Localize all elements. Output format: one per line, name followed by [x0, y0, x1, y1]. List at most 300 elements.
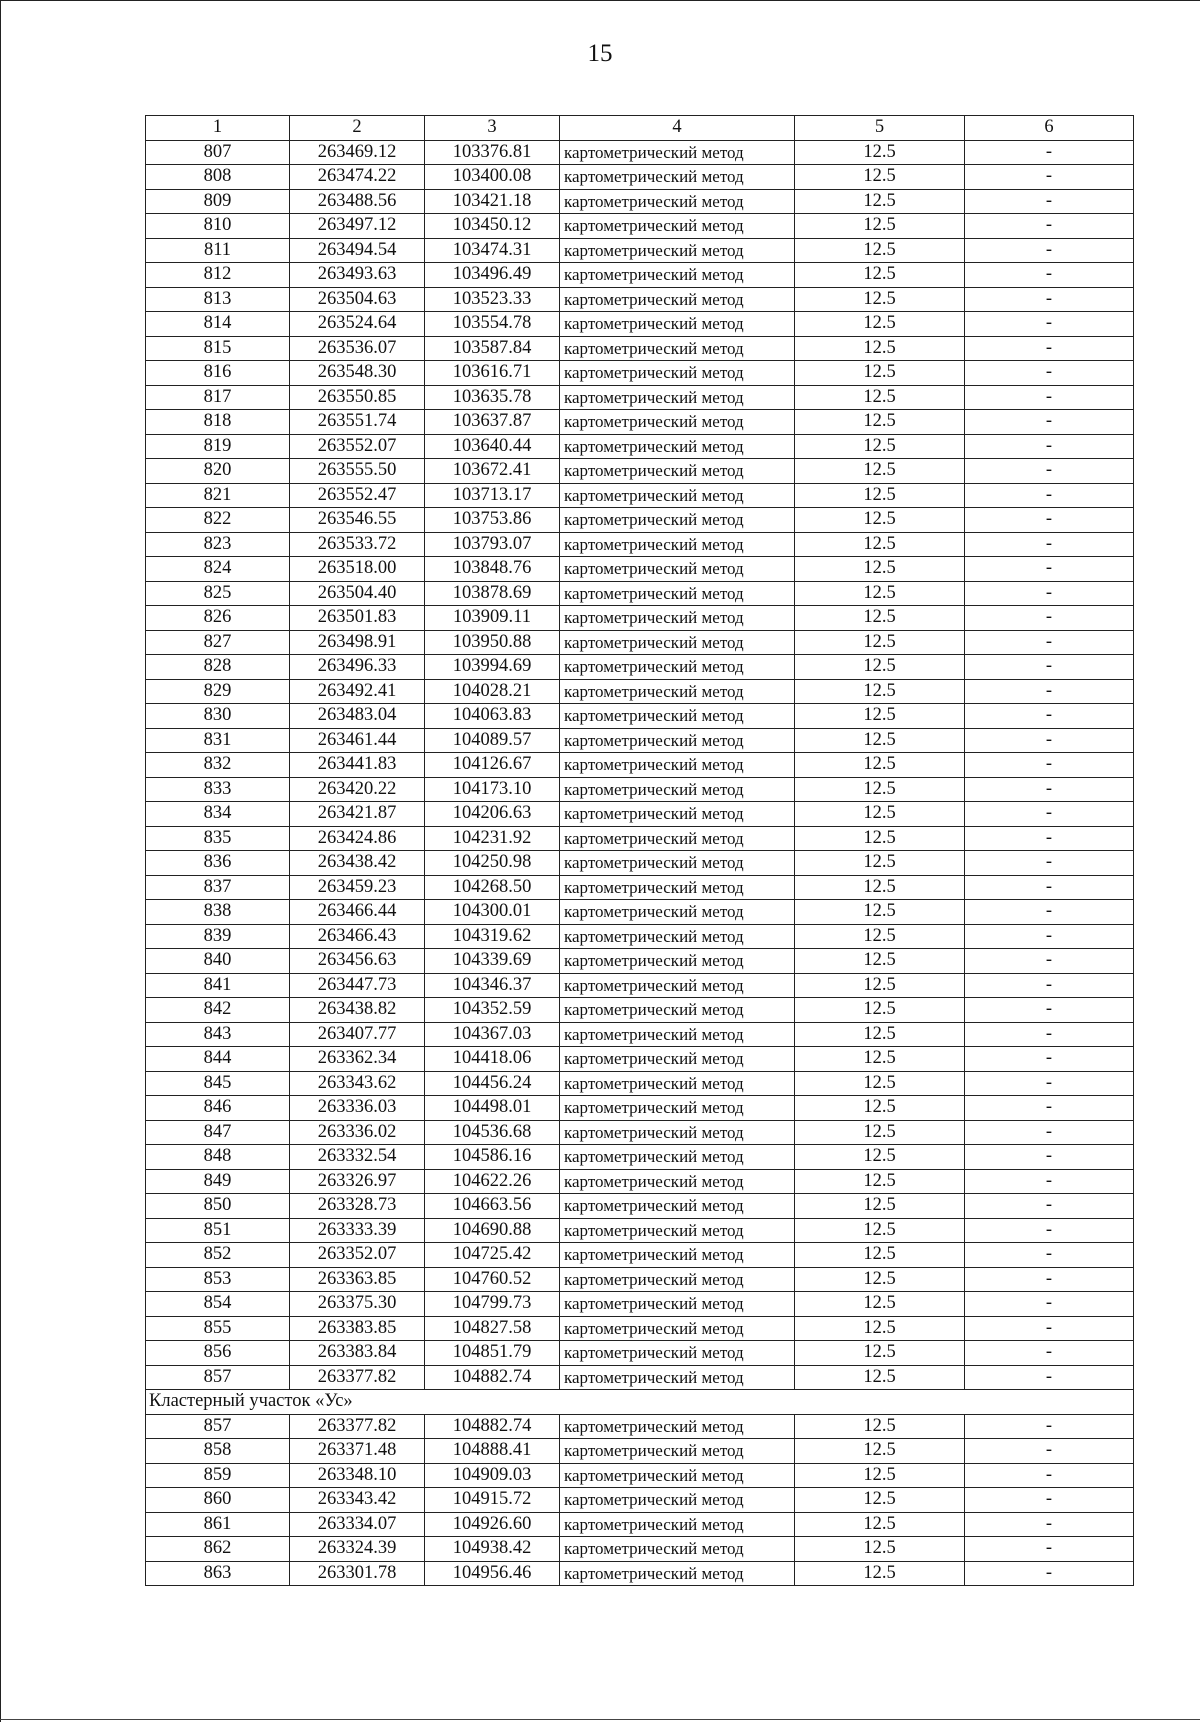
- method-cell: картометрический метод: [560, 1439, 795, 1464]
- coord-x-cell: 263497.12: [290, 214, 425, 239]
- accuracy-cell: 12.5: [795, 385, 965, 410]
- accuracy-cell: 12.5: [795, 753, 965, 778]
- point-number-cell: 851: [146, 1218, 290, 1243]
- coord-y-cell: 104300.01: [425, 900, 560, 925]
- note-cell: -: [965, 851, 1134, 876]
- table-row: [146, 826, 1134, 851]
- note-cell: -: [965, 1537, 1134, 1562]
- table-row: [146, 189, 1134, 214]
- accuracy-cell: 12.5: [795, 189, 965, 214]
- coord-x-cell: 263326.97: [290, 1169, 425, 1194]
- method-cell: картометрический метод: [560, 851, 795, 876]
- coord-y-cell: 104063.83: [425, 704, 560, 729]
- coord-x-cell: 263466.43: [290, 924, 425, 949]
- coord-x-cell: 263383.85: [290, 1316, 425, 1341]
- table-row: [146, 679, 1134, 704]
- table-row: [146, 998, 1134, 1023]
- point-number-cell: 857: [146, 1414, 290, 1439]
- coord-y-cell: 104536.68: [425, 1120, 560, 1145]
- point-number-cell: 860: [146, 1488, 290, 1513]
- accuracy-cell: 12.5: [795, 581, 965, 606]
- accuracy-cell: 12.5: [795, 1488, 965, 1513]
- point-number-cell: 810: [146, 214, 290, 239]
- method-cell: картометрический метод: [560, 998, 795, 1023]
- point-number-cell: 825: [146, 581, 290, 606]
- method-cell: картометрический метод: [560, 973, 795, 998]
- coord-y-cell: 103635.78: [425, 385, 560, 410]
- coord-y-cell: 103950.88: [425, 630, 560, 655]
- table-header-row: [146, 116, 1134, 141]
- coord-x-cell: 263518.00: [290, 557, 425, 582]
- coord-x-cell: 263424.86: [290, 826, 425, 851]
- accuracy-cell: 12.5: [795, 630, 965, 655]
- method-cell: картометрический метод: [560, 630, 795, 655]
- method-cell: картометрический метод: [560, 777, 795, 802]
- coord-x-cell: 263552.07: [290, 434, 425, 459]
- note-cell: -: [965, 238, 1134, 263]
- method-cell: картометрический метод: [560, 1414, 795, 1439]
- method-cell: картометрический метод: [560, 336, 795, 361]
- coord-x-cell: 263352.07: [290, 1243, 425, 1268]
- table-row: [146, 1194, 1134, 1219]
- accuracy-cell: 12.5: [795, 1537, 965, 1562]
- coord-y-cell: 104339.69: [425, 949, 560, 974]
- coord-y-cell: 103474.31: [425, 238, 560, 263]
- note-cell: -: [965, 1169, 1134, 1194]
- coord-y-cell: 104888.41: [425, 1439, 560, 1464]
- table-row: [146, 165, 1134, 190]
- method-cell: картометрический метод: [560, 1488, 795, 1513]
- table-row: [146, 777, 1134, 802]
- coord-y-cell: 104915.72: [425, 1488, 560, 1513]
- coord-y-cell: 103713.17: [425, 483, 560, 508]
- accuracy-cell: 12.5: [795, 312, 965, 337]
- point-number-cell: 841: [146, 973, 290, 998]
- point-number-cell: 832: [146, 753, 290, 778]
- coordinates-table: [145, 115, 1134, 1586]
- table-row: [146, 1414, 1134, 1439]
- coord-y-cell: 104909.03: [425, 1463, 560, 1488]
- method-cell: картометрический метод: [560, 238, 795, 263]
- accuracy-cell: 12.5: [795, 973, 965, 998]
- coord-x-cell: 263324.39: [290, 1537, 425, 1562]
- point-number-cell: 836: [146, 851, 290, 876]
- coord-y-cell: 104231.92: [425, 826, 560, 851]
- point-number-cell: 820: [146, 459, 290, 484]
- note-cell: -: [965, 1463, 1134, 1488]
- coord-x-cell: 263301.78: [290, 1561, 425, 1586]
- accuracy-cell: 12.5: [795, 434, 965, 459]
- coord-y-cell: 103909.11: [425, 606, 560, 631]
- point-number-cell: 850: [146, 1194, 290, 1219]
- point-number-cell: 833: [146, 777, 290, 802]
- accuracy-cell: 12.5: [795, 165, 965, 190]
- section-row: [146, 1390, 1134, 1415]
- coord-y-cell: 103421.18: [425, 189, 560, 214]
- method-cell: картометрический метод: [560, 1292, 795, 1317]
- table-row: [146, 606, 1134, 631]
- coord-x-cell: 263469.12: [290, 140, 425, 165]
- note-cell: -: [965, 165, 1134, 190]
- method-cell: картометрический метод: [560, 410, 795, 435]
- note-cell: -: [965, 581, 1134, 606]
- note-cell: -: [965, 459, 1134, 484]
- accuracy-cell: 12.5: [795, 459, 965, 484]
- point-number-cell: 829: [146, 679, 290, 704]
- note-cell: -: [965, 679, 1134, 704]
- coord-y-cell: 104126.67: [425, 753, 560, 778]
- note-cell: -: [965, 606, 1134, 631]
- accuracy-cell: 12.5: [795, 361, 965, 386]
- point-number-cell: 852: [146, 1243, 290, 1268]
- coord-x-cell: 263438.42: [290, 851, 425, 876]
- coord-x-cell: 263459.23: [290, 875, 425, 900]
- accuracy-cell: 12.5: [795, 1512, 965, 1537]
- accuracy-cell: 12.5: [795, 1267, 965, 1292]
- note-cell: -: [965, 728, 1134, 753]
- table-row: [146, 557, 1134, 582]
- accuracy-cell: 12.5: [795, 728, 965, 753]
- coord-x-cell: 263555.50: [290, 459, 425, 484]
- table-row: [146, 483, 1134, 508]
- table-row: [146, 1169, 1134, 1194]
- table-row: [146, 949, 1134, 974]
- note-cell: -: [965, 532, 1134, 557]
- coord-x-cell: 263546.55: [290, 508, 425, 533]
- point-number-cell: 861: [146, 1512, 290, 1537]
- coord-y-cell: 104851.79: [425, 1341, 560, 1366]
- method-cell: картометрический метод: [560, 1316, 795, 1341]
- coord-x-cell: 263501.83: [290, 606, 425, 631]
- method-cell: картометрический метод: [560, 728, 795, 753]
- table-row: [146, 410, 1134, 435]
- accuracy-cell: 12.5: [795, 875, 965, 900]
- note-cell: -: [965, 1341, 1134, 1366]
- coord-y-cell: 103616.71: [425, 361, 560, 386]
- note-cell: -: [965, 1047, 1134, 1072]
- accuracy-cell: 12.5: [795, 1341, 965, 1366]
- coord-y-cell: 103793.07: [425, 532, 560, 557]
- point-number-cell: 846: [146, 1096, 290, 1121]
- accuracy-cell: 12.5: [795, 1316, 965, 1341]
- method-cell: картометрический метод: [560, 581, 795, 606]
- point-number-cell: 848: [146, 1145, 290, 1170]
- coord-y-cell: 103587.84: [425, 336, 560, 361]
- table-row: [146, 214, 1134, 239]
- method-cell: картометрический метод: [560, 900, 795, 925]
- table-row: [146, 1292, 1134, 1317]
- note-cell: -: [965, 1439, 1134, 1464]
- column-header-4: 4: [560, 116, 795, 141]
- note-cell: -: [965, 1512, 1134, 1537]
- coord-y-cell: 104456.24: [425, 1071, 560, 1096]
- method-cell: картометрический метод: [560, 1561, 795, 1586]
- point-number-cell: 854: [146, 1292, 290, 1317]
- coord-y-cell: 104725.42: [425, 1243, 560, 1268]
- coord-x-cell: 263375.30: [290, 1292, 425, 1317]
- table-row: [146, 753, 1134, 778]
- accuracy-cell: 12.5: [795, 1071, 965, 1096]
- table-row: [146, 336, 1134, 361]
- method-cell: картометрический метод: [560, 655, 795, 680]
- note-cell: -: [965, 1292, 1134, 1317]
- note-cell: -: [965, 483, 1134, 508]
- coord-y-cell: 104882.74: [425, 1414, 560, 1439]
- note-cell: -: [965, 1194, 1134, 1219]
- method-cell: картометрический метод: [560, 1243, 795, 1268]
- coord-x-cell: 263550.85: [290, 385, 425, 410]
- coord-x-cell: 263328.73: [290, 1194, 425, 1219]
- accuracy-cell: 12.5: [795, 1145, 965, 1170]
- note-cell: -: [965, 287, 1134, 312]
- method-cell: картометрический метод: [560, 287, 795, 312]
- table-row: [146, 263, 1134, 288]
- coord-x-cell: 263343.42: [290, 1488, 425, 1513]
- note-cell: -: [965, 410, 1134, 435]
- accuracy-cell: 12.5: [795, 214, 965, 239]
- coord-y-cell: 103637.87: [425, 410, 560, 435]
- point-number-cell: 830: [146, 704, 290, 729]
- point-number-cell: 859: [146, 1463, 290, 1488]
- note-cell: -: [965, 777, 1134, 802]
- point-number-cell: 815: [146, 336, 290, 361]
- coord-x-cell: 263456.63: [290, 949, 425, 974]
- coord-y-cell: 104028.21: [425, 679, 560, 704]
- coord-x-cell: 263333.39: [290, 1218, 425, 1243]
- point-number-cell: 845: [146, 1071, 290, 1096]
- method-cell: картометрический метод: [560, 1047, 795, 1072]
- coord-y-cell: 103376.81: [425, 140, 560, 165]
- table-row: [146, 728, 1134, 753]
- table-row: [146, 655, 1134, 680]
- point-number-cell: 809: [146, 189, 290, 214]
- method-cell: картометрический метод: [560, 1537, 795, 1562]
- coord-x-cell: 263441.83: [290, 753, 425, 778]
- coord-x-cell: 263383.84: [290, 1341, 425, 1366]
- accuracy-cell: 12.5: [795, 1120, 965, 1145]
- coord-x-cell: 263420.22: [290, 777, 425, 802]
- coord-x-cell: 263552.47: [290, 483, 425, 508]
- method-cell: картометрический метод: [560, 189, 795, 214]
- coord-x-cell: 263533.72: [290, 532, 425, 557]
- note-cell: -: [965, 1488, 1134, 1513]
- note-cell: -: [965, 1120, 1134, 1145]
- note-cell: -: [965, 1096, 1134, 1121]
- method-cell: картометрический метод: [560, 1365, 795, 1390]
- coord-y-cell: 104250.98: [425, 851, 560, 876]
- note-cell: -: [965, 361, 1134, 386]
- note-cell: -: [965, 189, 1134, 214]
- accuracy-cell: 12.5: [795, 532, 965, 557]
- method-cell: картометрический метод: [560, 165, 795, 190]
- note-cell: -: [965, 1243, 1134, 1268]
- note-cell: -: [965, 1316, 1134, 1341]
- method-cell: картометрический метод: [560, 1169, 795, 1194]
- page-border-top: [0, 0, 1200, 1]
- accuracy-cell: 12.5: [795, 655, 965, 680]
- point-number-cell: 847: [146, 1120, 290, 1145]
- note-cell: -: [965, 949, 1134, 974]
- note-cell: -: [965, 1561, 1134, 1586]
- table-row: [146, 1341, 1134, 1366]
- table-row: [146, 1439, 1134, 1464]
- note-cell: -: [965, 826, 1134, 851]
- method-cell: картометрический метод: [560, 753, 795, 778]
- coord-y-cell: 103994.69: [425, 655, 560, 680]
- coord-x-cell: 263493.63: [290, 263, 425, 288]
- method-cell: картометрический метод: [560, 508, 795, 533]
- table-row: [146, 1243, 1134, 1268]
- coord-x-cell: 263466.44: [290, 900, 425, 925]
- point-number-cell: 811: [146, 238, 290, 263]
- accuracy-cell: 12.5: [795, 826, 965, 851]
- coord-x-cell: 263407.77: [290, 1022, 425, 1047]
- table-row: [146, 1096, 1134, 1121]
- point-number-cell: 842: [146, 998, 290, 1023]
- coord-x-cell: 263551.74: [290, 410, 425, 435]
- table-row: [146, 973, 1134, 998]
- method-cell: картометрический метод: [560, 557, 795, 582]
- method-cell: картометрический метод: [560, 532, 795, 557]
- point-number-cell: 843: [146, 1022, 290, 1047]
- table-row: [146, 630, 1134, 655]
- point-number-cell: 821: [146, 483, 290, 508]
- accuracy-cell: 12.5: [795, 1463, 965, 1488]
- point-number-cell: 839: [146, 924, 290, 949]
- table-row: [146, 140, 1134, 165]
- accuracy-cell: 12.5: [795, 949, 965, 974]
- accuracy-cell: 12.5: [795, 1218, 965, 1243]
- method-cell: картометрический метод: [560, 214, 795, 239]
- coord-y-cell: 104367.03: [425, 1022, 560, 1047]
- point-number-cell: 853: [146, 1267, 290, 1292]
- method-cell: картометрический метод: [560, 1341, 795, 1366]
- method-cell: картометрический метод: [560, 312, 795, 337]
- coord-x-cell: 263377.82: [290, 1414, 425, 1439]
- method-cell: картометрический метод: [560, 263, 795, 288]
- accuracy-cell: 12.5: [795, 900, 965, 925]
- method-cell: картометрический метод: [560, 1512, 795, 1537]
- note-cell: -: [965, 263, 1134, 288]
- point-number-cell: 844: [146, 1047, 290, 1072]
- method-cell: картометрический метод: [560, 459, 795, 484]
- coord-y-cell: 103554.78: [425, 312, 560, 337]
- table-row: [146, 1145, 1134, 1170]
- coord-y-cell: 103753.86: [425, 508, 560, 533]
- coord-x-cell: 263348.10: [290, 1463, 425, 1488]
- point-number-cell: 823: [146, 532, 290, 557]
- coord-x-cell: 263362.34: [290, 1047, 425, 1072]
- method-cell: картометрический метод: [560, 1022, 795, 1047]
- coord-x-cell: 263343.62: [290, 1071, 425, 1096]
- accuracy-cell: 12.5: [795, 606, 965, 631]
- point-number-cell: 824: [146, 557, 290, 582]
- table-row: [146, 875, 1134, 900]
- coord-x-cell: 263377.82: [290, 1365, 425, 1390]
- coord-y-cell: 104799.73: [425, 1292, 560, 1317]
- coord-y-cell: 103878.69: [425, 581, 560, 606]
- table-row: [146, 1120, 1134, 1145]
- note-cell: -: [965, 214, 1134, 239]
- coord-x-cell: 263488.56: [290, 189, 425, 214]
- accuracy-cell: 12.5: [795, 802, 965, 827]
- method-cell: картометрический метод: [560, 679, 795, 704]
- accuracy-cell: 12.5: [795, 704, 965, 729]
- table-row: [146, 1267, 1134, 1292]
- note-cell: -: [965, 1218, 1134, 1243]
- note-cell: -: [965, 1267, 1134, 1292]
- table-row: [146, 1047, 1134, 1072]
- table-row: [146, 312, 1134, 337]
- coord-y-cell: 104690.88: [425, 1218, 560, 1243]
- note-cell: -: [965, 973, 1134, 998]
- coord-x-cell: 263332.54: [290, 1145, 425, 1170]
- table-row: [146, 1022, 1134, 1047]
- table-row: [146, 287, 1134, 312]
- table-row: [146, 900, 1134, 925]
- point-number-cell: 808: [146, 165, 290, 190]
- accuracy-cell: 12.5: [795, 924, 965, 949]
- table-row: [146, 924, 1134, 949]
- note-cell: -: [965, 1022, 1134, 1047]
- note-cell: -: [965, 1365, 1134, 1390]
- coord-x-cell: 263371.48: [290, 1439, 425, 1464]
- accuracy-cell: 12.5: [795, 410, 965, 435]
- column-header-1: 1: [146, 116, 290, 141]
- method-cell: картометрический метод: [560, 1145, 795, 1170]
- coord-y-cell: 103496.49: [425, 263, 560, 288]
- accuracy-cell: 12.5: [795, 1096, 965, 1121]
- column-header-3: 3: [425, 116, 560, 141]
- note-cell: -: [965, 1145, 1134, 1170]
- table-row: [146, 532, 1134, 557]
- note-cell: -: [965, 1414, 1134, 1439]
- coord-x-cell: 263336.03: [290, 1096, 425, 1121]
- point-number-cell: 807: [146, 140, 290, 165]
- note-cell: -: [965, 630, 1134, 655]
- table-row: [146, 508, 1134, 533]
- note-cell: -: [965, 704, 1134, 729]
- coord-x-cell: 263483.04: [290, 704, 425, 729]
- coord-x-cell: 263421.87: [290, 802, 425, 827]
- point-number-cell: 812: [146, 263, 290, 288]
- coord-y-cell: 104827.58: [425, 1316, 560, 1341]
- note-cell: -: [965, 385, 1134, 410]
- table-row: [146, 704, 1134, 729]
- coord-y-cell: 103450.12: [425, 214, 560, 239]
- point-number-cell: 822: [146, 508, 290, 533]
- coord-y-cell: 104418.06: [425, 1047, 560, 1072]
- coord-y-cell: 104586.16: [425, 1145, 560, 1170]
- table-row: [146, 1537, 1134, 1562]
- note-cell: -: [965, 998, 1134, 1023]
- coord-x-cell: 263504.63: [290, 287, 425, 312]
- coord-y-cell: 104663.56: [425, 1194, 560, 1219]
- coord-y-cell: 103523.33: [425, 287, 560, 312]
- method-cell: картометрический метод: [560, 606, 795, 631]
- accuracy-cell: 12.5: [795, 777, 965, 802]
- note-cell: -: [965, 802, 1134, 827]
- note-cell: -: [965, 875, 1134, 900]
- point-number-cell: 862: [146, 1537, 290, 1562]
- coord-x-cell: 263474.22: [290, 165, 425, 190]
- accuracy-cell: 12.5: [795, 508, 965, 533]
- coord-y-cell: 103848.76: [425, 557, 560, 582]
- point-number-cell: 834: [146, 802, 290, 827]
- accuracy-cell: 12.5: [795, 557, 965, 582]
- point-number-cell: 817: [146, 385, 290, 410]
- table-row: [146, 851, 1134, 876]
